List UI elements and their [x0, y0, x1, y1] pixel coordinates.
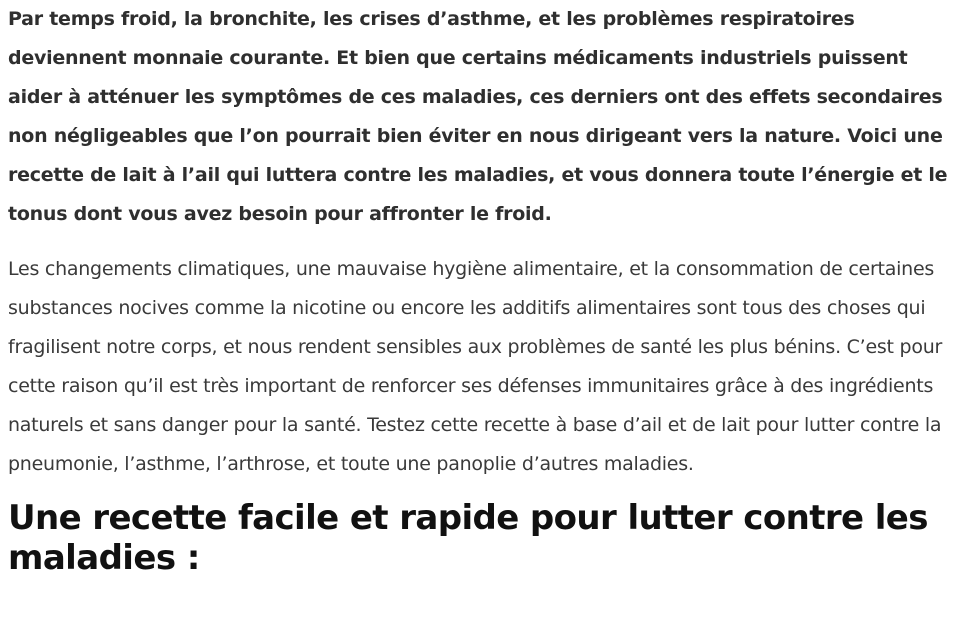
body-paragraph: Les changements climatiques, une mauvaise hygiène alimentaire, et la consommation de certaines substances nocives comme la nicotine ou encore les additifs alimentaires sont tous des choses qui fragilisent notre corps, et nous rendent sensibles aux problèmes de santé les plus bénins. C’est pour cette raison qu’il est très important de renforcer ses défenses immunitaires grâce à des ingrédients naturels et sans danger pour la santé. Testez cette recette à base d’ail et de lait pour lutter contre la pneumonie, l’asthme, l’arthrose, et toute une panoplie d’autres maladies. — [8, 258, 943, 475]
section-heading: Une recette facile et rapide pour lutter contre les maladies : — [8, 498, 928, 578]
intro-paragraph: Par temps froid, la bronchite, les crises d’asthme, et les problèmes respiratoires deviennent monnaie courante. Et bien que certains médicaments industriels puissent aider à atténuer les symptômes de ces maladies, ces derniers ont des effets secondaires non négligeables que l’on pourrait bien éviter en nous dirigeant vers la nature. Voici une recette de lait à l’ail qui luttera contre les maladies, et vous donnera toute l’énergie et le tonus dont vous avez besoin pour affronter le froid. — [8, 8, 948, 225]
article-content — [8, 0, 958, 578]
